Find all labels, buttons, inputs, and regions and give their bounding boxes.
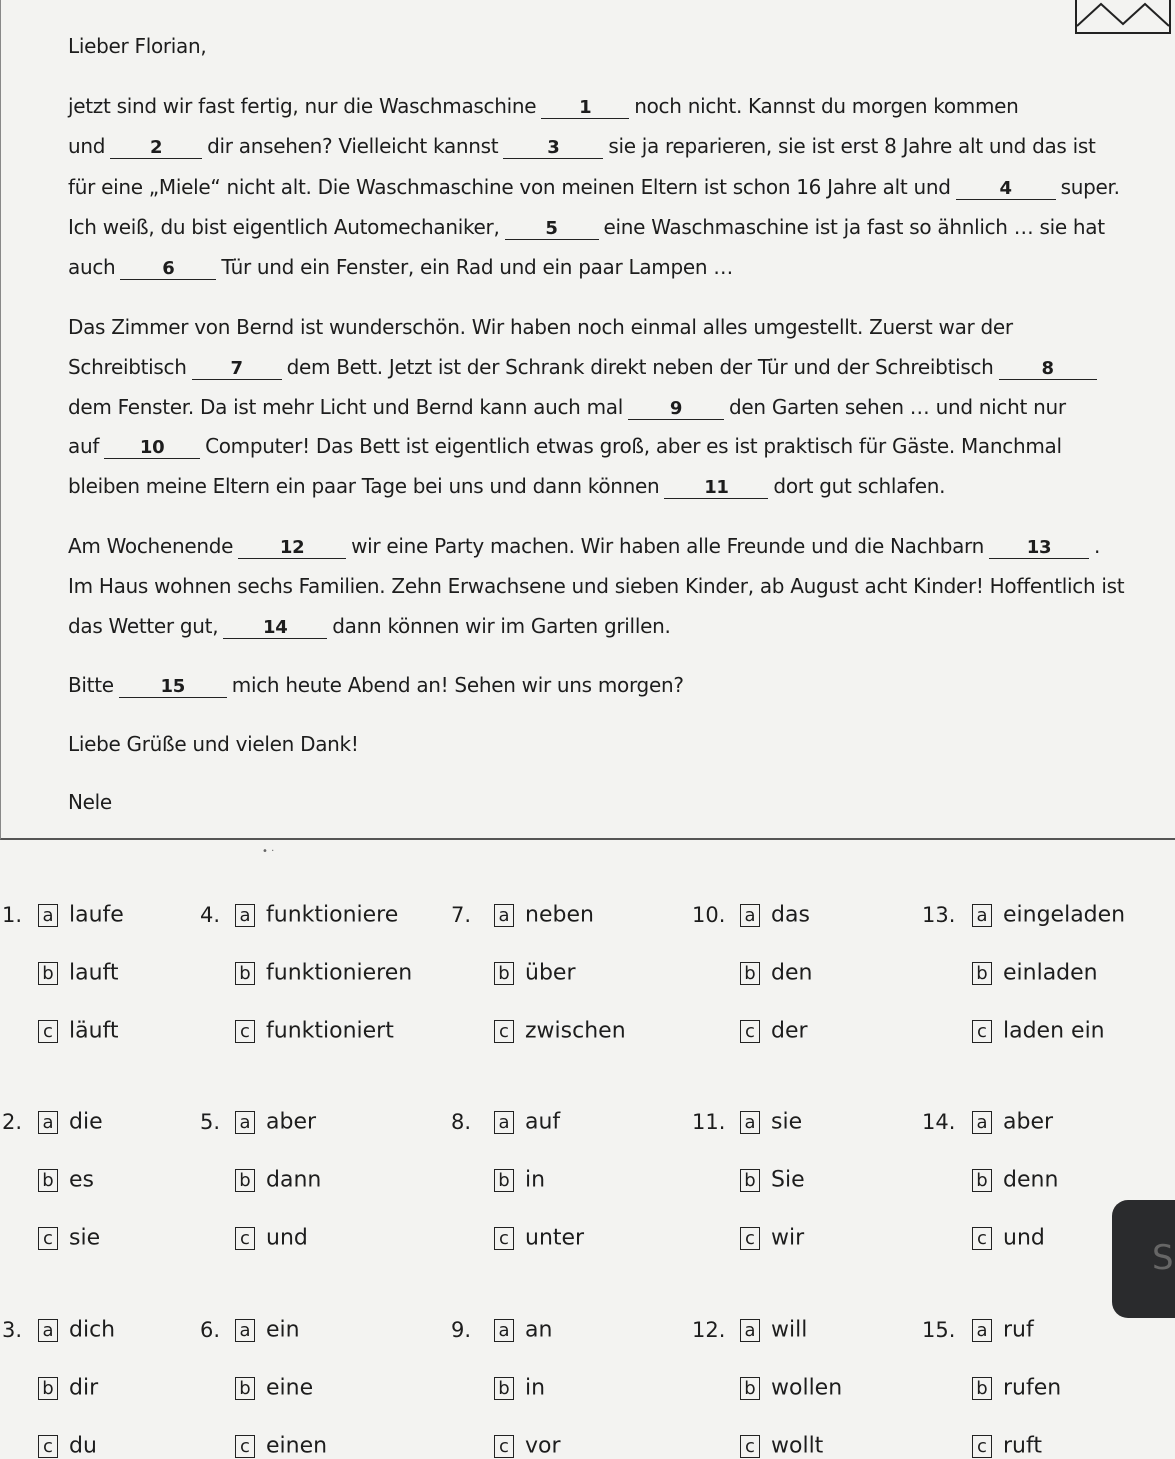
answer-option[interactable] [235,1109,316,1135]
option-letter-box[interactable]: c [494,1020,514,1043]
option-text: lauft [69,960,119,986]
question-number: 1. [2,903,23,927]
option-text: aber [266,1109,317,1135]
option-letter-box[interactable]: b [235,962,255,985]
option-letter-box[interactable]: a [972,1319,992,1342]
blank-9: 9 [628,399,724,420]
option-text: den [771,960,813,986]
option-letter-box[interactable]: b [972,962,992,985]
option-letter-box[interactable]: a [494,1111,514,1134]
answer-option[interactable] [740,1167,805,1193]
letter-line: Das Zimmer von Bernd ist wunderschön. Wir haben noch einmal alles umgestellt. Zuerst war der [68,315,1013,339]
option-letter-box[interactable]: a [494,904,514,927]
answer-option[interactable] [972,1018,1105,1044]
option-text: das [771,902,810,928]
answer-option[interactable] [972,1225,1045,1251]
option-letter-box[interactable]: b [235,1377,255,1400]
option-text: in [525,1375,546,1401]
question-number: 12. [692,1318,726,1342]
question-number: 7. [451,903,472,927]
letter-line: Ich weiß, du bist eigentlich Automechaniker, 5 eine Waschmaschine ist ja fast so ähnlich … sie hat [68,215,1105,239]
option-text: funktioniert [266,1018,394,1044]
option-letter-box[interactable]: c [235,1227,255,1250]
option-letter-box[interactable]: b [38,1169,58,1192]
option-letter-box[interactable]: a [38,1111,58,1134]
option-letter-box[interactable]: c [740,1435,760,1458]
answer-option[interactable] [235,1375,313,1401]
option-text: läuft [69,1018,119,1044]
option-letter-box[interactable]: c [740,1227,760,1250]
option-text: wir [771,1225,805,1251]
answer-option[interactable] [740,902,810,928]
answer-option[interactable] [494,1167,545,1193]
answer-option[interactable] [740,1109,802,1135]
answer-option[interactable] [235,1018,394,1044]
blank-11: 11 [664,478,768,499]
option-text: sie [69,1225,101,1251]
option-letter-box[interactable]: a [38,904,58,927]
answer-option[interactable] [38,960,119,986]
blank-14: 14 [223,618,327,639]
option-text: will [771,1317,808,1343]
blank-8: 8 [999,359,1097,380]
answer-option[interactable] [494,1317,552,1343]
blank-2: 2 [110,138,202,159]
answer-option[interactable] [494,1109,560,1135]
question-number: 10. [692,903,726,927]
answer-option[interactable] [235,1317,300,1343]
paper-mark: • · [262,846,275,857]
answer-option[interactable] [38,1167,94,1193]
option-text: laufe [69,902,124,928]
answer-option[interactable] [235,1225,308,1251]
option-text: über [525,960,576,986]
option-letter-box[interactable]: c [972,1435,992,1458]
letter-line: Am Wochenende 12 wir eine Party machen. Wir haben alle Freunde und die Nachbarn 13 . [68,534,1101,558]
side-tab-glyph: S [1152,1238,1174,1278]
answer-option[interactable] [38,1317,115,1343]
answer-option[interactable] [972,1109,1053,1135]
question-number: 14. [922,1110,956,1134]
letter-greeting: Lieber Florian, [68,34,207,58]
option-letter-box[interactable]: c [740,1020,760,1043]
answer-option[interactable] [740,1225,804,1251]
option-letter-box[interactable]: c [972,1227,992,1250]
answer-option[interactable] [494,1225,584,1251]
question-number: 4. [200,903,221,927]
option-letter-box[interactable]: b [38,962,58,985]
option-text: Sie [771,1167,805,1193]
option-text: vor [525,1433,561,1459]
option-letter-box[interactable]: a [38,1319,58,1342]
option-text: ruft [1003,1433,1042,1459]
letter-line: dem Fenster. Da ist mehr Licht und Bernd kann auch mal 9 den Garten sehen … und nicht nur [68,395,1066,419]
option-letter-box[interactable]: b [494,1377,514,1400]
option-text: sie [771,1109,803,1135]
answer-option[interactable] [972,1167,1058,1193]
option-letter-box[interactable]: c [972,1020,992,1043]
answer-option[interactable] [235,960,412,986]
question-number: 6. [200,1318,221,1342]
option-letter-box[interactable]: c [494,1227,514,1250]
envelope-icon [1075,0,1171,34]
option-letter-box[interactable]: a [235,1111,255,1134]
answer-option[interactable] [972,960,1098,986]
option-text: laden ein [1003,1018,1105,1044]
letter-line: und 2 dir ansehen? Vielleicht kannst 3 sie ja reparieren, sie ist erst 8 Jahre alt und das ist [68,134,1096,158]
option-text: ruf [1003,1317,1034,1343]
answer-option[interactable] [494,902,594,928]
option-text: wollen [771,1375,843,1401]
option-text: denn [1003,1167,1059,1193]
letter-line: auf 10 Computer! Das Bett ist eigentlich etwas groß, aber es ist praktisch für Gäste. Manchmal [68,434,1062,458]
option-text: der [771,1018,808,1044]
option-letter-box[interactable]: c [38,1020,58,1043]
option-letter-box[interactable]: a [740,1319,760,1342]
option-text: einladen [1003,960,1098,986]
option-letter-box[interactable]: c [235,1020,255,1043]
option-text: aber [1003,1109,1054,1135]
floating-side-tab[interactable] [1112,1200,1175,1318]
answer-option[interactable] [38,1109,103,1135]
answer-option[interactable] [235,902,398,928]
option-letter-box[interactable]: a [235,1319,255,1342]
answer-option[interactable] [740,1317,807,1343]
option-text: und [266,1225,308,1251]
option-letter-box[interactable]: a [972,1111,992,1134]
blank-4: 4 [956,179,1056,200]
answer-option[interactable] [740,1018,808,1044]
option-text: neben [525,902,594,928]
question-number: 8. [451,1110,472,1134]
option-text: die [69,1109,103,1135]
letter-line: Schreibtisch 7 dem Bett. Jetzt ist der Schrank direkt neben der Tür und der Schreibtisch 8 [68,355,1102,380]
question-number: 3. [2,1318,23,1342]
option-text: dann [266,1167,322,1193]
option-text: es [69,1167,94,1193]
letter-line: bleiben meine Eltern ein paar Tage bei uns und dann können 11 dort gut schlafen. [68,474,946,498]
answer-option[interactable] [972,902,1125,928]
blank-7: 7 [192,359,282,380]
option-text: funktionieren [266,960,413,986]
answer-option[interactable] [494,1375,545,1401]
blank-5: 5 [505,219,599,240]
letter-signature: Nele [68,790,112,814]
blank-13: 13 [989,538,1089,559]
option-letter-box[interactable]: a [494,1319,514,1342]
option-letter-box[interactable]: b [740,1377,760,1400]
letter-line: das Wetter gut, 14 dann können wir im Garten grillen. [68,614,671,638]
answer-option[interactable] [740,1375,842,1401]
option-text: wollt [771,1433,824,1459]
blank-3: 3 [503,138,603,159]
option-letter-box[interactable]: c [38,1227,58,1250]
letter-line: für eine „Miele“ nicht alt. Die Waschmaschine von meinen Eltern ist schon 16 Jahre alt und 4 super. [68,175,1120,199]
question-number: 15. [922,1318,956,1342]
answer-option[interactable] [38,1018,119,1044]
option-letter-box[interactable]: b [740,1169,760,1192]
option-text: einen [266,1433,328,1459]
option-text: eingeladen [1003,902,1126,928]
answer-option[interactable] [494,960,576,986]
question-number: 2. [2,1110,23,1134]
letter-line: Bitte 15 mich heute Abend an! Sehen wir uns morgen? [68,673,684,697]
answer-option[interactable] [38,1375,98,1401]
option-letter-box[interactable]: a [740,1111,760,1134]
question-number: 11. [692,1110,726,1134]
blank-6: 6 [120,259,216,280]
option-letter-box[interactable]: b [972,1377,992,1400]
answer-option[interactable] [38,1225,100,1251]
option-letter-box[interactable]: a [235,904,255,927]
option-text: rufen [1003,1375,1062,1401]
letter-line: auch 6 Tür und ein Fenster, ein Rad und ein paar Lampen … [68,255,733,279]
option-letter-box[interactable]: c [235,1435,255,1458]
option-text: an [525,1317,553,1343]
option-text: in [525,1167,546,1193]
blank-1: 1 [541,98,629,119]
option-letter-box[interactable]: b [972,1169,992,1192]
option-letter-box[interactable]: b [235,1169,255,1192]
option-letter-box[interactable]: a [740,904,760,927]
answer-option[interactable] [972,1375,1061,1401]
option-text: dir [69,1375,99,1401]
answer-option[interactable] [972,1317,1034,1343]
letter-line: Im Haus wohnen sechs Familien. Zehn Erwachsene und sieben Kinder, ab August acht Kinder! Hoffentlich ist [68,574,1125,598]
option-letter-box[interactable]: a [972,904,992,927]
option-letter-box[interactable]: c [494,1435,514,1458]
answer-option[interactable] [235,1167,321,1193]
option-text: ein [266,1317,300,1343]
option-letter-box[interactable]: b [38,1377,58,1400]
option-letter-box[interactable]: b [740,962,760,985]
option-text: auf [525,1109,561,1135]
question-number: 5. [200,1110,221,1134]
answer-option[interactable] [38,902,124,928]
option-letter-box[interactable]: b [494,1169,514,1192]
blank-12: 12 [238,538,346,559]
option-text: funktioniere [266,902,399,928]
option-letter-box[interactable]: b [494,962,514,985]
option-text: unter [525,1225,585,1251]
option-letter-box[interactable]: c [38,1435,58,1458]
option-text: eine [266,1375,314,1401]
option-text: du [69,1433,97,1459]
answer-option[interactable] [740,960,812,986]
letter-line: jetzt sind wir fast fertig, nur die Waschmaschine 1 noch nicht. Kannst du morgen kommen [68,94,1019,118]
question-number: 13. [922,903,956,927]
blank-10: 10 [104,438,200,459]
option-text: und [1003,1225,1045,1251]
option-text: dich [69,1317,116,1343]
option-text: zwischen [525,1018,626,1044]
letter-closing: Liebe Grüße und vielen Dank! [68,732,359,756]
blank-15: 15 [119,677,227,698]
answer-option[interactable] [494,1018,626,1044]
question-number: 9. [451,1318,472,1342]
